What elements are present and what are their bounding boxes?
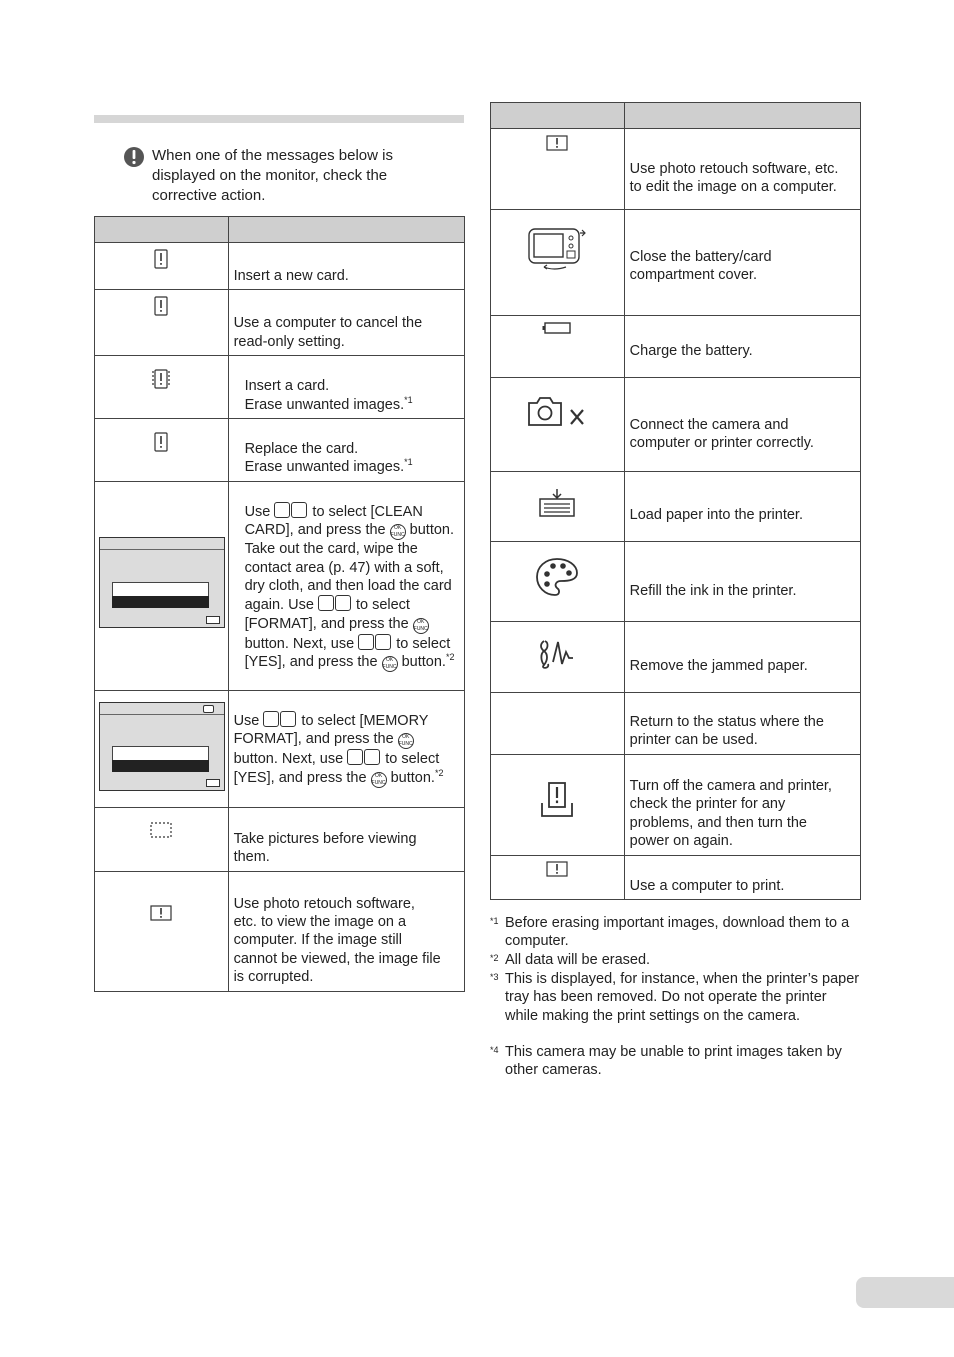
action-text: Turn off the camera and printer, check the printer for any problems, and then turn the power on again. bbox=[629, 778, 832, 850]
icon-cell bbox=[491, 542, 625, 622]
action-text: Insert a new card. bbox=[233, 268, 349, 284]
action-text: Insert a card. Erase unwanted images.$^{*1}$ bbox=[244, 378, 413, 413]
action-text: Use a computer to print. bbox=[629, 877, 785, 894]
card-exclamation-icon bbox=[154, 249, 168, 269]
icon-cell bbox=[491, 210, 625, 316]
action-text: Charge the battery. bbox=[629, 343, 753, 359]
clean-card-instructions: Use to select [CLEAN CARD], and press the OK FUNC button. Take out the card, wipe the contact area (p. 47) with a soft, dry cloth, and then load the card again. Use to select [FORMAT], and press the OK FUNC button. Next, use to select [YES], and press the OK FUNC button.$^{*2}$ bbox=[244, 503, 455, 671]
action-text: Use photo retouch software, etc. to view the image on a computer. If the image still cannot be viewed, the image file is corrupted. bbox=[233, 895, 441, 986]
arrow-button-icon bbox=[280, 711, 296, 727]
arrow-button-icon bbox=[274, 502, 290, 518]
action-text: Take pictures before viewing them. bbox=[233, 830, 417, 866]
paper-tray-icon bbox=[538, 488, 576, 518]
left-message-table bbox=[94, 216, 465, 992]
arrow-button-icon bbox=[375, 634, 391, 650]
picture-error-icon bbox=[150, 905, 172, 921]
caution-icon bbox=[123, 146, 145, 168]
icon-cell bbox=[491, 378, 625, 472]
picture-error-icon bbox=[546, 135, 568, 151]
icon-cell bbox=[95, 871, 229, 991]
camera-cover-open-icon bbox=[526, 225, 588, 273]
page-number-tab bbox=[856, 1277, 954, 1308]
screen-cell bbox=[95, 690, 229, 807]
card-setup-screen-image bbox=[99, 537, 225, 628]
ok-func-button-icon: OK FUNC bbox=[371, 772, 386, 786]
action-text: Use photo retouch software, etc. to edit the image on a computer. bbox=[629, 161, 839, 196]
icon-cell bbox=[491, 316, 625, 378]
right-header-monitor bbox=[491, 103, 625, 129]
arrow-button-icon bbox=[318, 595, 334, 611]
section-header-bar bbox=[94, 115, 464, 123]
arrow-button-icon bbox=[263, 711, 279, 727]
ok-func-button-icon: OK FUNC bbox=[382, 657, 397, 671]
action-text: Load paper into the printer. bbox=[629, 507, 803, 523]
footnote: *4 This camera may be unable to print images taken by other cameras. bbox=[490, 1044, 842, 1079]
left-header-action bbox=[228, 217, 464, 243]
icon-cell bbox=[491, 755, 625, 856]
no-card-icon bbox=[151, 369, 171, 389]
ok-func-button-icon: OK FUNC bbox=[390, 525, 405, 539]
left-header-monitor bbox=[95, 217, 229, 243]
icon-cell bbox=[95, 356, 229, 419]
icon-cell bbox=[491, 129, 625, 210]
action-text: Close the battery/card compartment cover. bbox=[629, 249, 772, 284]
icon-cell bbox=[95, 290, 229, 356]
memory-format-instructions: Use to select [MEMORY FORMAT], and press the OK FUNC button. Next, use to select [YES], and press the OK FUNC button.$^{*2}$ bbox=[233, 712, 444, 786]
printer-error-icon bbox=[539, 781, 575, 819]
icon-cell bbox=[491, 693, 625, 755]
picture-error-icon bbox=[546, 861, 568, 877]
action-text: Replace the card. Erase unwanted images.$^{*1}$ bbox=[244, 441, 413, 476]
footnote: *3 This is displayed, for instance, when the printer’s paper tray has been removed. Do not operate the printer while making the print settings on the camera. bbox=[490, 971, 860, 1024]
action-text: Use a computer to cancel the read-only setting. bbox=[233, 315, 423, 350]
action-text: Refill the ink in the printer. bbox=[629, 583, 797, 599]
ink-palette-icon bbox=[535, 557, 579, 597]
arrow-button-icon bbox=[347, 749, 363, 765]
action-text: Remove the jammed paper. bbox=[629, 658, 808, 674]
icon-cell bbox=[95, 807, 229, 871]
ok-func-button-icon: OK FUNC bbox=[413, 618, 428, 632]
icon-cell bbox=[491, 622, 625, 693]
ok-func-button-icon: OK FUNC bbox=[398, 734, 413, 748]
right-header-action bbox=[624, 103, 860, 129]
icon-cell bbox=[95, 243, 229, 290]
card-exclamation-icon bbox=[154, 296, 168, 316]
right-message-table bbox=[490, 102, 861, 900]
action-text: Connect the camera and computer or printer correctly. bbox=[629, 417, 814, 452]
icon-cell bbox=[491, 472, 625, 542]
footnote: *1 Before erasing important images, download them to a computer. bbox=[490, 915, 850, 950]
arrow-button-icon bbox=[358, 634, 374, 650]
icon-cell bbox=[491, 855, 625, 899]
no-picture-icon bbox=[150, 822, 172, 838]
paper-jam-icon bbox=[538, 638, 576, 670]
screen-cell bbox=[95, 481, 229, 690]
arrow-button-icon bbox=[291, 502, 307, 518]
camera-x-icon bbox=[526, 394, 588, 428]
action-text: Return to the status where the printer can be used. bbox=[629, 714, 824, 749]
memory-setup-screen-image bbox=[99, 702, 225, 791]
arrow-button-icon bbox=[364, 749, 380, 765]
battery-empty-icon bbox=[542, 321, 572, 335]
footnote: *2 All data will be erased. bbox=[490, 952, 651, 968]
arrow-button-icon bbox=[335, 595, 351, 611]
card-exclamation-icon bbox=[154, 432, 168, 452]
icon-cell bbox=[95, 419, 229, 482]
intro-text: When one of the messages below is displayed on the monitor, check the corrective action. bbox=[152, 147, 393, 204]
